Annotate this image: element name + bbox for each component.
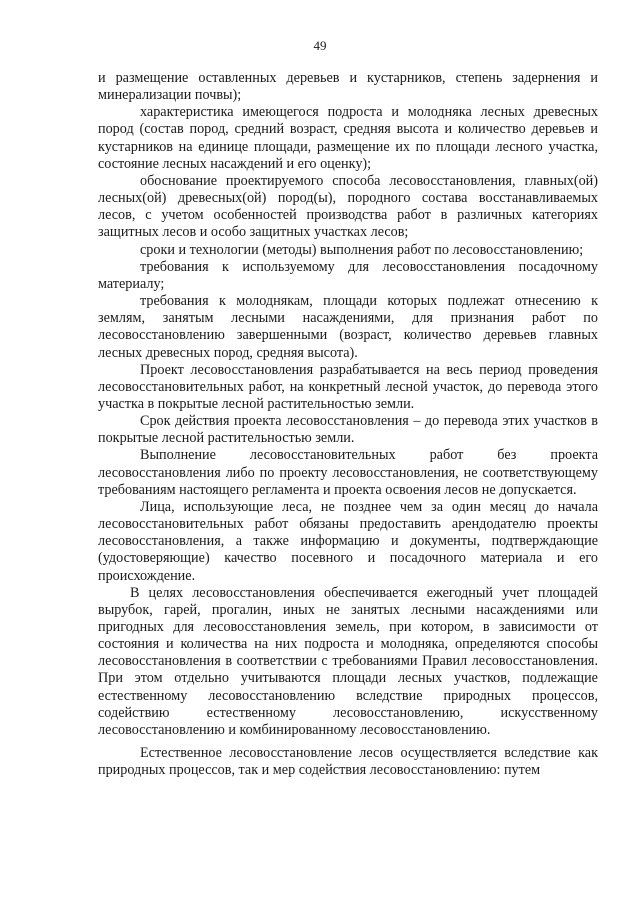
paragraph-6: требования к молоднякам, площади которых подлежат отнесению к землям, занятым лесными насаждениями, для признания работ по лесовосстановлению завершенными (возраст, количество деревьев главных лесных древесных пород, средняя высота). xyxy=(98,293,598,361)
paragraph-3: обоснование проектируемого способа лесовосстановления, главных(ой) лесных(ой) древесных(ой) пород(ы), породного состава восстанавливаемых лесов, с учетом особенностей производства работ в различных категориях защитных лесов и особо защитных участках лесов; xyxy=(98,172,598,241)
paragraph-11: В целях лесовосстановления обеспечивается ежегодный учет площадей вырубок, гарей, прогалин, иных не занятых лесными насаждениями или пригодных для лесовосстановления земель, при котором, в зависимости от состояния и количества на них подроста и молодняка, определяются способы лесовосстановления в соответствии с требованиями Правил лесовосстановления. При этом отдельно учитываются площади лесных участков, подлежащие естественному лесовосстановлению вследствие природных процессов, содействию естественному лесовосстановлению, искусственному лесовосстановлению и комбинированному лесовосстановлению. xyxy=(98,584,598,738)
paragraph-9: Выполнение лесовосстановительных работ без проекта лесовосстановления либо по проекту лесовосстановления, не соответствующему требованиям настоящего регламента и проекта освоения лесов не допускается. xyxy=(98,447,598,498)
paragraph-2: характеристика имеющегося подроста и молодняка лесных древесных пород (состав пород, средний возраст, средняя высота и количество деревьев и кустарников на единице площади, размещение их по площади лесного участка, состояние лесных насаждений и его оценку); xyxy=(98,104,598,172)
page-number: 49 xyxy=(313,38,327,53)
paragraph-7: Проект лесовосстановления разрабатывается на весь период проведения лесовосстановительных работ, на конкретный лесной участок, до перевода этого участка в покрытые лесной растительностью земли. xyxy=(98,361,598,412)
paragraph-5: требования к используемому для лесовосстановления посадочному материалу; xyxy=(98,258,598,292)
paragraph-10: Лица, использующие леса, не позднее чем за один месяц до начала лесовосстановительных работ обязаны предоставить арендодателю проекты лесовосстановления, а также информацию и документы, подтверждающие (удостоверяющие) качество посевного и посадочного материала и его происхождение. xyxy=(98,498,598,584)
paragraph-4: сроки и технологии (методы) выполнения работ по лесовосстановлению; xyxy=(140,241,584,258)
paragraph-12: Естественное лесовосстановление лесов осуществляется вследствие как природных процессов, так и мер содействия лесовосстановлению: путем xyxy=(98,745,598,779)
paragraph-8: Срок действия проекта лесовосстановления – до перевода этих участков в покрытые лесной растительностью земли. xyxy=(98,413,598,447)
document-body xyxy=(98,70,598,779)
paragraph-1: и размещение оставленных деревьев и кустарников, степень задернения и минерализации почвы); xyxy=(98,70,598,104)
